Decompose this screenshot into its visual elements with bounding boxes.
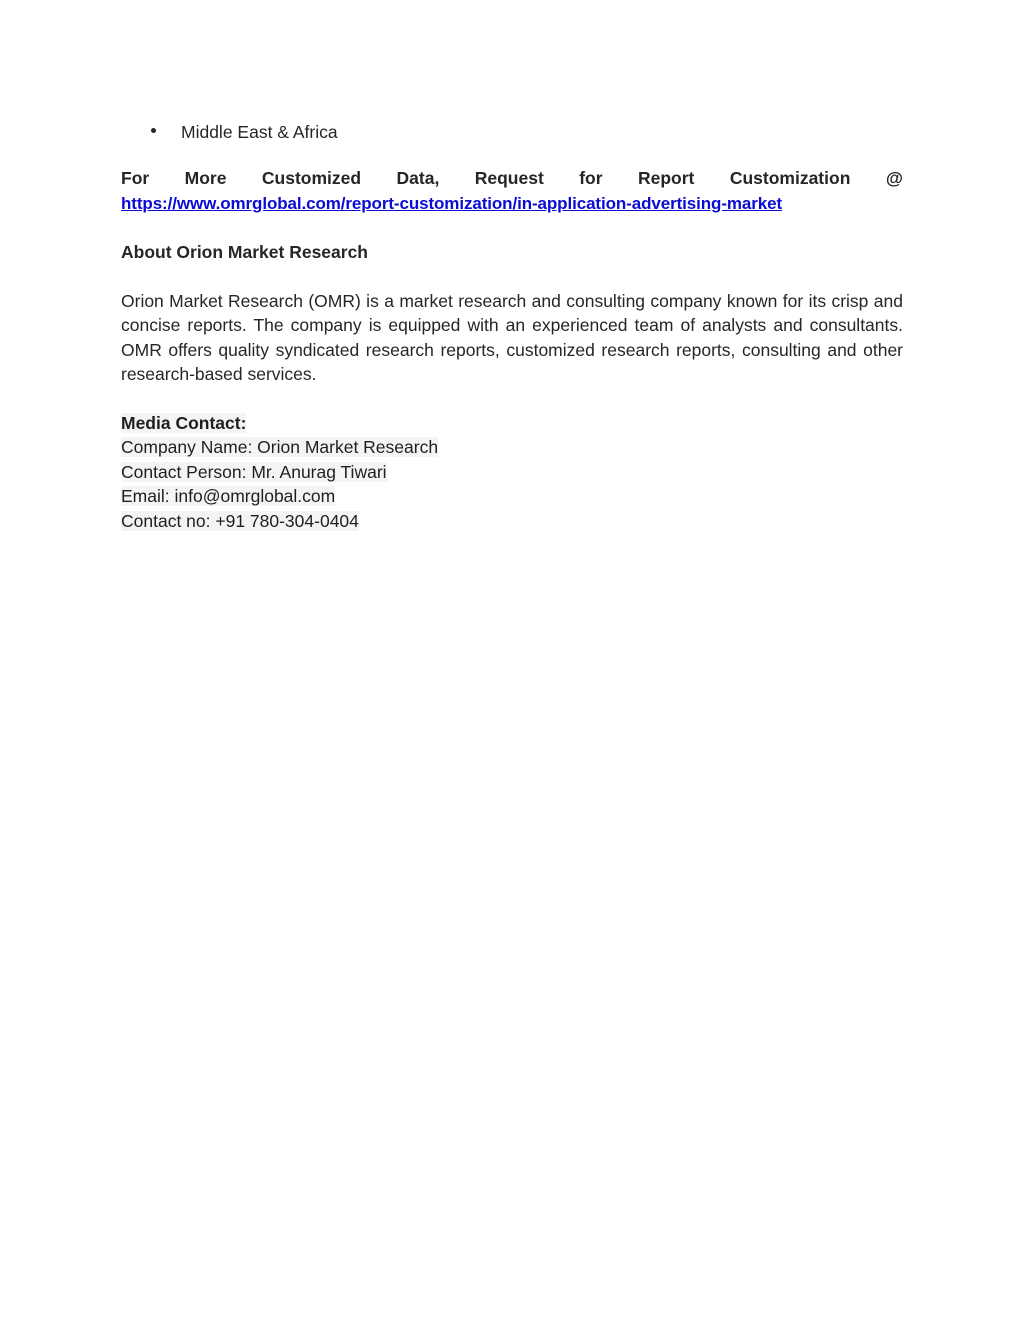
contact-email-line xyxy=(121,484,903,509)
cta-word: Request xyxy=(474,168,544,188)
contact-person-line xyxy=(121,460,903,485)
cta-word: More xyxy=(184,168,227,188)
customization-link[interactable]: https://www.omrglobal.com/report-customization/in-application-advertising-market xyxy=(121,193,783,213)
media-contact-heading-line xyxy=(121,411,903,436)
about-paragraph: Orion Market Research (OMR) is a market research and consulting company known for its crisp and concise reports. The company is equipped with an experienced team of analysts and consultants. OMR offers quality syndicated research reports, customized research reports, consulting and other research-based services. xyxy=(121,290,903,384)
customization-request xyxy=(121,166,903,216)
bullet-icon xyxy=(151,128,156,133)
list-item-text: Middle East & Africa xyxy=(181,122,338,142)
cta-word: Data, xyxy=(396,168,440,188)
contact-person: Contact Person: Mr. Anurag Tiwari xyxy=(121,461,387,482)
cta-word: Customization xyxy=(729,168,851,188)
about-heading: About Orion Market Research xyxy=(121,242,368,262)
contact-email: Email: info@omrglobal.com xyxy=(121,486,336,506)
cta-word: @ xyxy=(885,168,903,188)
cta-word: For xyxy=(121,168,150,188)
document-page xyxy=(121,118,903,533)
contact-company: Company Name: Orion Market Research xyxy=(121,437,439,457)
contact-phone-line xyxy=(121,509,903,534)
list-item xyxy=(121,118,903,146)
contact-phone: Contact no: +91 780-304-0404 xyxy=(121,510,359,531)
media-contact-heading: Media Contact: xyxy=(121,412,247,433)
cta-word: for xyxy=(579,168,603,188)
contact-company-line xyxy=(121,435,903,460)
media-contact-block xyxy=(121,411,903,534)
cta-word: Customized xyxy=(261,168,362,188)
customization-request-text xyxy=(121,166,903,191)
cta-word: Report xyxy=(638,168,695,188)
